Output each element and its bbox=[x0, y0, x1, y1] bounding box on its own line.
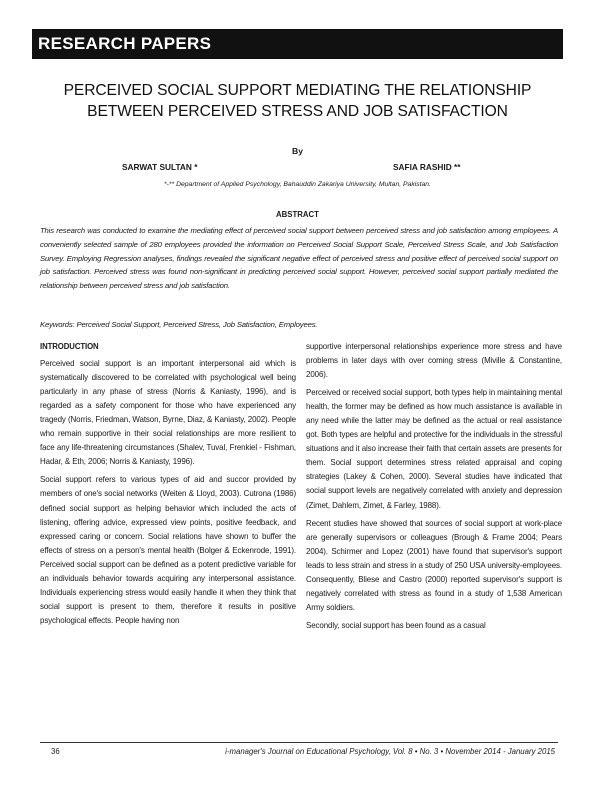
page-number: 36 bbox=[51, 747, 60, 756]
body-paragraph: Social support refers to various types of aid and succor provided by members of one's social networks (Weiten & Lloyd, 2003). Cutrona (1986) defined social support as helping behavior which included the acts of listening, offering advice, expressed view points, positive feedback, and expressed caring or concern. Social relations have shown to buffer the effects of stress on a person's mental health (Bolger & Eckenrode, 1991). Perceived social support can be defined as a potent predictive variable for an individuals behavior towards acquiring any interpersonal assistance. Individuals experiencing stress would easily handle it when they think that social support is present to them, therefore it results in positive psychological effects. People having non bbox=[40, 475, 296, 625]
author-name-1: SARWAT SULTAN * bbox=[122, 162, 198, 172]
journal-citation: i-manager's Journal on Educational Psychology, Vol. 8 • No. 3 • November 2014 - January 2015 bbox=[225, 747, 555, 756]
footer-divider bbox=[40, 742, 558, 743]
section-banner bbox=[32, 29, 563, 59]
body-paragraph: supportive interpersonal relationships experience more stress and have problems in later days with over coming stress (Miville & Constantine, 2006). bbox=[306, 342, 562, 380]
keywords: Keywords: Perceived Social Support, Perceived Stress, Job Satisfaction, Employees. bbox=[40, 320, 318, 329]
left-column bbox=[40, 340, 296, 632]
right-column bbox=[306, 340, 562, 637]
article-title bbox=[32, 80, 563, 122]
abstract-text: This research was conducted to examine the mediating effect of perceived social support between perceived stress and job satisfaction among employees. A conveniently selected sample of 280 employees provided the information on Perceived Social Support Scale, Perceived Stress Scale, and Job Satisfaction Survey. Employing Regression analyses, findings revealed the significant negative effect of perceived stress and positive effect of perceived social support on job satisfaction. Perceived stress was found non-significant in predicting perceived social support. However, perceived social support partially mediated the relationship between perceived stress and job satisfaction. bbox=[40, 226, 558, 291]
author-affiliation: *-** Department of Applied Psychology, Bahauddin Zakariya University, Multan, Pakistan. bbox=[164, 181, 431, 188]
body-paragraph: Perceived or received social support, both types help in maintaining mental health, the former may be defined as how much assistance is available in any need while the latter may be defined as the actual or real assistance got. Both types are helpful and protective for the individuals in the stressful situations and it also increase their faith that certain assets are presents for them. Social support determines stress related appraisal and coping strategies (Lakey & Cohen, 2000). Several studies have indicated that social support levels are negatively correlated with anxiety and depression (Zimet, Dahlem, Zimet, & Farley, 1988). bbox=[306, 388, 562, 510]
abstract-heading: ABSTRACT bbox=[276, 210, 319, 219]
section-label: RESEARCH PAPERS bbox=[38, 34, 212, 53]
body-paragraph: Perceived social support is an important interpersonal aid which is systematically discovered to be correlated with psychological well being particularly in any phase of stress (Norris & Kaniasty, 1996), and is regarded as a safety component for those who have experienced any tragedy (Norris, Friedman, Watson, Byrne, Diaz, & Kaniasty, 2002). People who remain supportive in their social relationships are more resilient to face any life-threatening circumstances (Shalev, Tuval, Frenkiel - Fishman, Hadar, & Eth, 2006; Norris & Kaniasty, 1996). bbox=[40, 359, 296, 467]
body-paragraph: Recent studies have showed that sources of social support at work-place are generally supervisors or colleagues (Brough & Frame 2004; Pears 2004). Schirmer and Lopez (2001) have found that supervisor's support leads to less strain and stress in a study of 250 USA university-employees. Consequently, Bliese and Castro (2000) reported supervisor's support is negatively correlated with stress as found in a study of 1,538 American Army soldiers. bbox=[306, 518, 562, 612]
body-paragraph: Secondly, social support has been found as a casual bbox=[306, 620, 486, 630]
article-title-line1: PERCEIVED SOCIAL SUPPORT MEDIATING THE RELATIONSHIP bbox=[63, 82, 532, 99]
author-name-2: SAFIA RASHID ** bbox=[393, 162, 461, 172]
by-line: By bbox=[292, 146, 303, 156]
article-title-line2: BETWEEN PERCEIVED STRESS AND JOB SATISFACTION bbox=[87, 103, 508, 120]
introduction-heading: INTRODUCTION bbox=[40, 342, 99, 351]
